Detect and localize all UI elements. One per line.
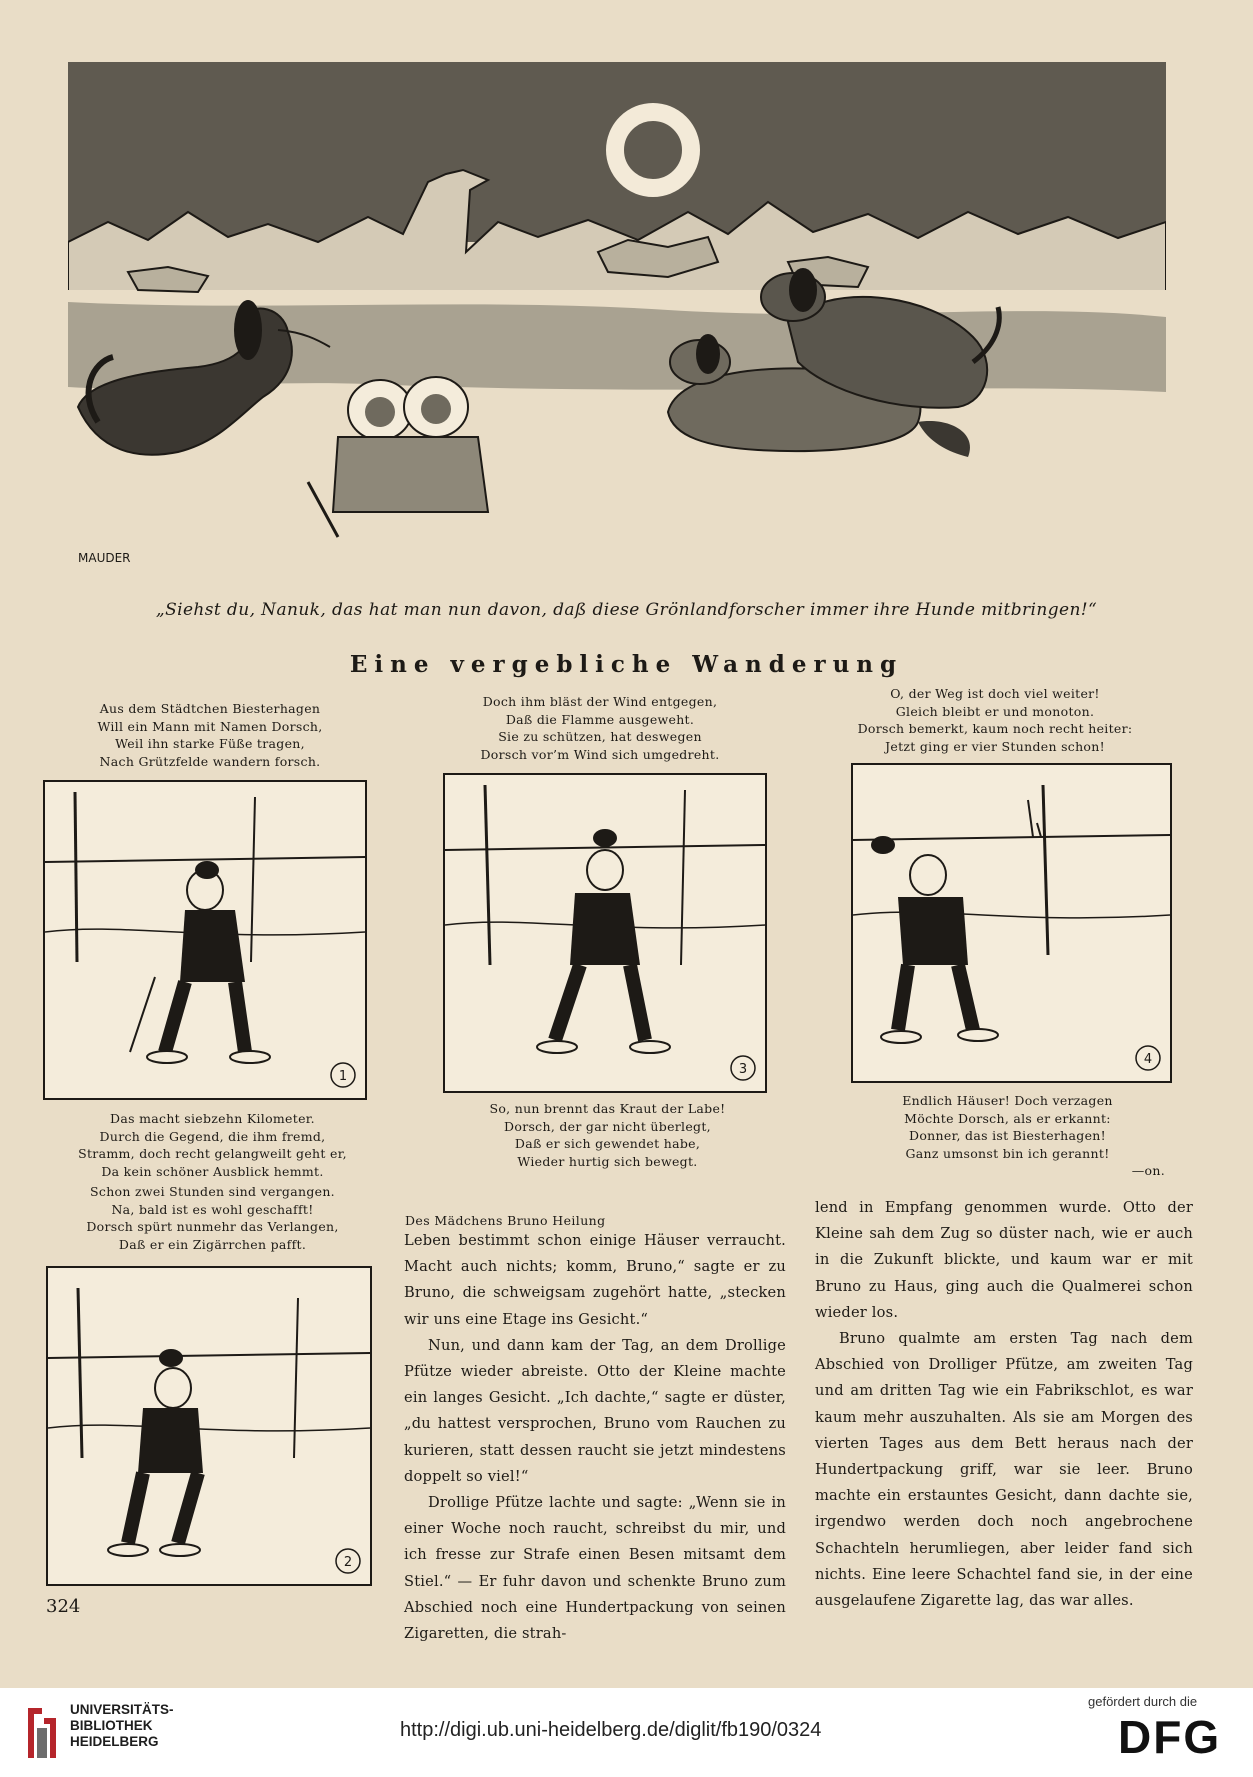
artist-signature: MAUDER — [78, 551, 131, 565]
arctic-seal-cartoon — [68, 62, 1166, 592]
story-column-2: lend in Empfang genommen wurde. Otto der Kleine sah dem Zug so düster nach, wie er auch in die Zukunft blickte, und kaum war er mit Bruno zu Haus, ging auch die Qualmerei schon wieder los. Bruno qualmte am ersten Tag nach dem Abschied von Drolliger Pfütze, am zweiten Tag und am dritten Tag wie ein Fabrikschlot, es war kaum mehr auszuhalten. Als sie am Morgen des vierten Tages aus dem Bett heraus nach der Hundertpackung griff, war sie leer. Bruno machte ein erstauntes Gesicht, dann dachte sie, irgendwo werden doch noch angebrochene Schachteln herumliegen, aber leider fand sich nichts. Eine leere Schachtel fand sie, in der eine ausgelaufene Zigarette lag, das war alles. — [815, 1199, 1193, 1610]
story-column-1: Leben bestimmt schon einige Häuser verraucht. Macht auch nichts; komm, Bruno,“ sagte er zu Bruno, die schweigsam zugehört hatte, „stecken wir uns eine Etage ins Gesicht.“ Nun, und dann kam der Tag, an dem Drollige Pfütze wieder abreiste. Otto der Kleine machte ein langes Gesicht. „Ich dachte,“ sagte er düster, „du hattest versprochen, Bruno vom Rauchen zu kurieren, statt dessen raucht sie jetzt mindestens doppelt so viel!“ Drollige Pfütze lachte und sagte: „Wenn sie in einer Woche noch raucht, schreibst du mir, und ich fresse zur Strafe einen Besen mitsamt dem Stiel.“ — Er fuhr davon und schenkte Bruno zum Abschied noch eine Hundertpackung von seinen Zigaretten, die strah- — [404, 1232, 786, 1643]
digitization-footer — [0, 1688, 1253, 1777]
comic-panel-3 — [443, 773, 767, 1093]
panel-number-1: 1 — [338, 1069, 348, 1084]
verse-5: Schon zwei Stunden sind vergangen. Na, bald ist es wohl geschafft! Dorsch spürt nunmehr das Verlangen, Daß er ein Zigärrchen pafft. — [86, 1184, 339, 1252]
cartoon-caption: „Siehst du, Nanuk, das hat man nun davon, daß diese Grönlandforscher immer ihre Hunde mitbringen!“ — [155, 600, 1098, 620]
verse-1: Aus dem Städtchen Biesterhagen Will ein Mann mit Namen Dorsch, Weil ihn starke Füße tragen, Nach Grützfelde wandern forsch. — [97, 701, 323, 769]
library-logo-icon — [22, 1704, 62, 1762]
library-name: UNIVERSITÄTS- BIBLIOTHEK HEIDELBERG — [70, 1702, 174, 1749]
story-heading: Des Mädchens Bruno Heilung — [405, 1213, 606, 1228]
article-title: Eine vergebliche Wanderung — [349, 651, 904, 678]
comic-panel-4 — [851, 763, 1172, 1083]
verse-6: So, nun brennt das Kraut der Labe! Dorsch, der gar nicht überlegt, Daß er sich gewendet habe, Wieder hurtig sich bewegt. — [489, 1101, 726, 1169]
verse-3: O, der Weg ist doch viel weiter! Gleich bleibt er und monoton. Dorsch bemerkt, kaum noch recht heiter: Jetzt ging er vier Stunden schon! — [857, 686, 1133, 754]
comic-panel-1 — [43, 780, 367, 1100]
sponsor-label: gefördert durch die — [1088, 1694, 1198, 1709]
verse-4: Das macht siebzehn Kilometer. Durch die Gegend, die ihm fremd, Stramm, doch recht gelangweilt geht er, Da kein schöner Ausblick hemmt. — [78, 1111, 347, 1179]
dfg-logo: DFG — [1118, 1711, 1222, 1763]
page-number: 324 — [46, 1596, 81, 1617]
verse-7: Endlich Häuser! Doch verzagen Möchte Dorsch, als er erkannt: Donner, das ist Biesterhagen! Ganz umsonst bin ich gerannt! —on. — [850, 1092, 1165, 1180]
panel-number-4: 4 — [1143, 1052, 1153, 1067]
comic-panel-2 — [46, 1266, 372, 1586]
source-url-link[interactable]: http://digi.ub.uni-heidelberg.de/diglit/fb190/0324 — [400, 1719, 822, 1741]
verse-2: Doch ihm bläst der Wind entgegen, Daß die Flamme ausgeweht. Sie zu schützen, hat deswegen Dorsch vor’m Wind sich umgedreht. — [480, 694, 720, 762]
panel-number-2: 2 — [343, 1555, 353, 1570]
panel-number-3: 3 — [738, 1062, 748, 1077]
verse-author: —on. — [1131, 1163, 1165, 1178]
